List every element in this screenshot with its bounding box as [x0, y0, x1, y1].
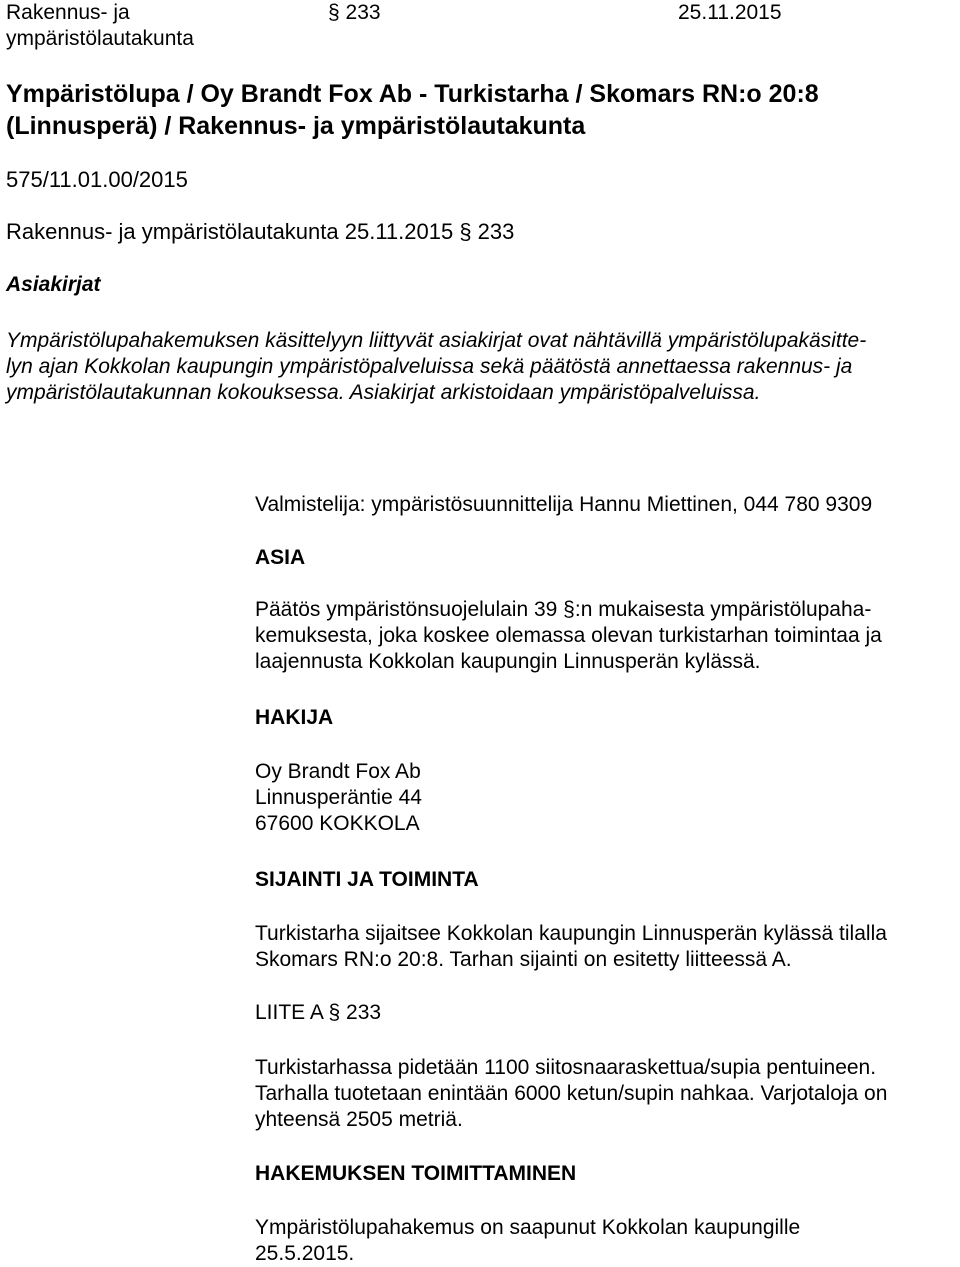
- attachment-reference: LIITE A § 233: [255, 1001, 382, 1024]
- sijainti-heading: SIJAINTI JA TOIMINTA: [255, 868, 479, 891]
- applicant-address: Oy Brandt Fox Ab Linnusperäntie 44 67600 KOKKOLA: [255, 760, 422, 835]
- documents-paragraph: Ympäristölupahakemuksen käsittelyyn liittyvät asiakirjat ovat nähtävillä ympäristölupakäsitte- lyn ajan Kokkolan kaupungin ympäristöpalveluissa sekä päätöstä annettaessa rakennus- ja ympäristölautakunnan kokouksessa. Asiakirjat arkistoidaan ympäristöpalveluissa.: [6, 329, 867, 404]
- case-number: 575/11.01.00/2015: [6, 167, 188, 192]
- asia-paragraph: Päätös ympäristönsuojelulain 39 §:n mukaisesta ympäristölupaha- kemuksesta, joka koskee olemassa olevan turkistarhan toimintaa ja laajennusta Kokkolan kaupungin Linnusperän kylässä.: [255, 598, 882, 673]
- header-section-number: § 233: [328, 1, 381, 24]
- preparer-line: Valmistelija: ympäristösuunnittelija Hannu Miettinen, 044 780 9309: [255, 493, 873, 516]
- asia-heading: ASIA: [255, 546, 306, 569]
- operations-paragraph: Turkistarhassa pidetään 1100 siitosnaaraskettua/supia pentuineen. Tarhalla tuotetaan enintään 6000 ketun/supin nahkaa. Varjotaloja on yhteensä 2505 metriä.: [255, 1056, 888, 1131]
- header-committee: Rakennus- ja ympäristölautakunta: [6, 1, 194, 50]
- hakemus-paragraph: Ympäristölupahakemus on saapunut Kokkolan kaupungille 25.5.2015.: [255, 1216, 801, 1265]
- page-title: Ympäristölupa / Oy Brandt Fox Ab - Turkistarha / Skomars RN:o 20:8 (Linnusperä) / Rakennus- ja ympäristölautakunta: [6, 80, 819, 140]
- meeting-reference: Rakennus- ja ympäristölautakunta 25.11.2015 § 233: [6, 219, 515, 244]
- documents-heading: Asiakirjat: [6, 273, 101, 296]
- hakemus-heading: HAKEMUKSEN TOIMITTAMINEN: [255, 1162, 577, 1185]
- header-date: 25.11.2015: [678, 1, 782, 24]
- sijainti-paragraph: Turkistarha sijaitsee Kokkolan kaupungin Linnusperän kylässä tilalla Skomars RN:o 20:8. Tarhan sijainti on esitetty liitteessä A.: [255, 922, 887, 971]
- hakija-heading: HAKIJA: [255, 706, 334, 729]
